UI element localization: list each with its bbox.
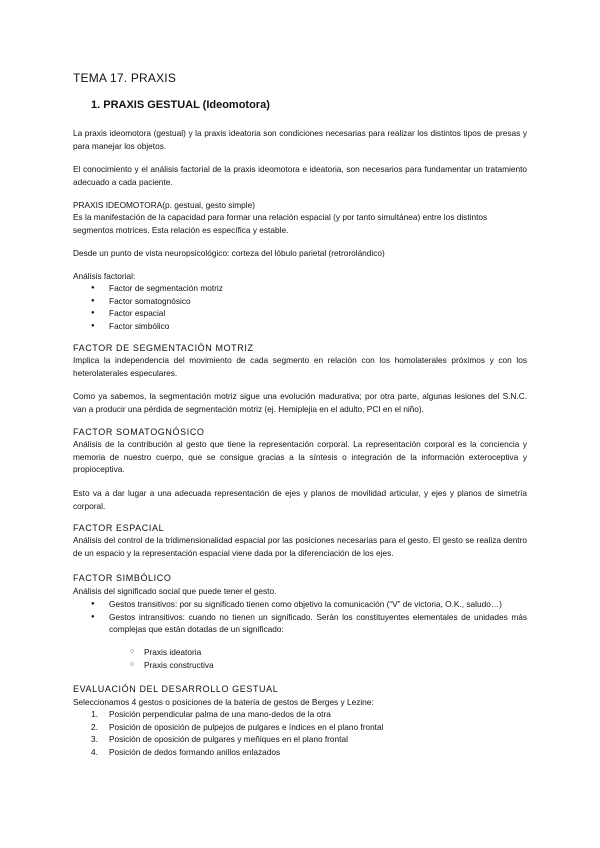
somatognosico-paragraph-2: Esto va a dar lugar a una adecuada representación de ejes y planos de movilidad articular, y ejes y planos de simetría corporal. [73, 488, 527, 511]
somatognosico-heading: FACTOR SOMATOGNÓSICO [73, 427, 205, 437]
evaluacion-heading: EVALUACIÓN DEL DESARROLLO GESTUAL [73, 684, 279, 694]
list-item: ● Gestos transitivos: por su significado tienen como objetivo la comunicación (“V” de victoria, O.K., saludo…) [91, 598, 527, 611]
factor-list [91, 282, 511, 332]
list-item [91, 746, 521, 759]
simbolico-intro: Análisis del significado social que puede tener el gesto. [73, 586, 277, 596]
list-item [91, 708, 521, 721]
list-item-text: Posición de oposición de pulgares y meñiques en el plano frontal [109, 734, 348, 744]
espacial-heading: FACTOR ESPACIAL [73, 523, 165, 533]
list-item [91, 721, 521, 734]
document-title: TEMA 17. PRAXIS [73, 71, 177, 85]
list-item: ○ Praxis constructiva [130, 659, 510, 672]
intro-paragraph-1: La praxis ideomotora (gestual) y la praxis ideatoria son condiciones necesarias para realizar los distintos tipos de presas y para manejar los objetos. [73, 128, 527, 151]
list-item: ○ Praxis ideatoria [130, 646, 510, 659]
intro-paragraph-2: El conocimiento y el análisis factorial de la praxis ideomotora e ideatoria, son necesarios para fundamentar un tratamiento adecuado a cada paciente. [73, 164, 527, 187]
list-number: 4. [91, 746, 98, 757]
analysis-label: Análisis factorial: [73, 271, 136, 281]
gesture-positions-list [91, 708, 521, 758]
list-number: 1. [91, 709, 98, 719]
gesture-type-list [91, 598, 527, 636]
list-item: ● Factor de segmentación motriz [91, 282, 511, 295]
list-item: ● Gestos intransitivos: cuando no tienen un significado. Serán los constituyentes elementales de unidades más complejas que están dotadas de un significado: [91, 611, 527, 636]
evaluacion-intro: Seleccionamos 4 gestos o posiciones de la batería de gestos de Berges y Lezine: [73, 697, 374, 707]
list-number: 2. [91, 721, 98, 732]
list-number: 3. [91, 734, 98, 744]
segmentacion-paragraph-2: Como ya sabemos, la segmentación motriz sigue una evolución madurativa; por otra parte, algunas lesiones del S.N.C. van a producir una pérdida de segmentación motriz (ej. Hemiplejia en el adulto, PCI en el niño). [73, 391, 527, 414]
segmentacion-paragraph-1: Implica la independencia del movimiento de cada segmento en relación con los homolaterales próximos y con los heterolaterales especulares. [73, 355, 527, 378]
list-item: ● Factor simbólico [91, 320, 511, 333]
section-heading-praxis-gestual: 1. PRAXIS GESTUAL (Ideomotora) [91, 99, 270, 111]
ideomotora-heading: PRAXIS IDEOMOTORA(p. gestual, gesto simple) [73, 200, 255, 210]
list-item-text: Posición perpendicular palma de una mano-dedos de la otra [109, 709, 331, 719]
list-item-text: Posición de oposición de pulpejos de pulgares e índices en el plano frontal [109, 721, 384, 732]
ideomotora-definition: Es la manifestación de la capacidad para formar una relación espacial (y por tanto simultánea) entre los distintos segmentos motrices. Esta relación es específica y estable. [73, 212, 488, 235]
segmentacion-heading: FACTOR DE SEGMENTACIÓN MOTRIZ [73, 343, 254, 353]
espacial-paragraph: Análisis del control de la tridimensionalidad espacial por las posiciones necesarias para el gesto. El gesto se realiza dentro de un espacio y la representación espacial viene dada por la diferenciación de los ejes. [73, 535, 527, 558]
list-item: ● Factor somatognósico [91, 295, 511, 308]
list-item-text: Posición de dedos formando anillos enlazados [109, 746, 281, 757]
simbolico-heading: FACTOR SIMBÓLICO [73, 573, 172, 583]
gesture-sublist [130, 646, 510, 671]
somatognosico-paragraph-1: Análisis de la contribución al gesto que tiene la representación corporal. La representación corporal es la conciencia y memoria de nuestro cuerpo, que se consigue gracias a la síntesis o integración de la información exteroceptiva y propioceptiva. [73, 439, 527, 474]
neuro-location: Desde un punto de vista neuropsicológico: corteza del lóbulo parietal (retrorolándico) [73, 248, 385, 258]
list-item: ● Factor espacial [91, 307, 511, 320]
list-item [91, 733, 521, 746]
